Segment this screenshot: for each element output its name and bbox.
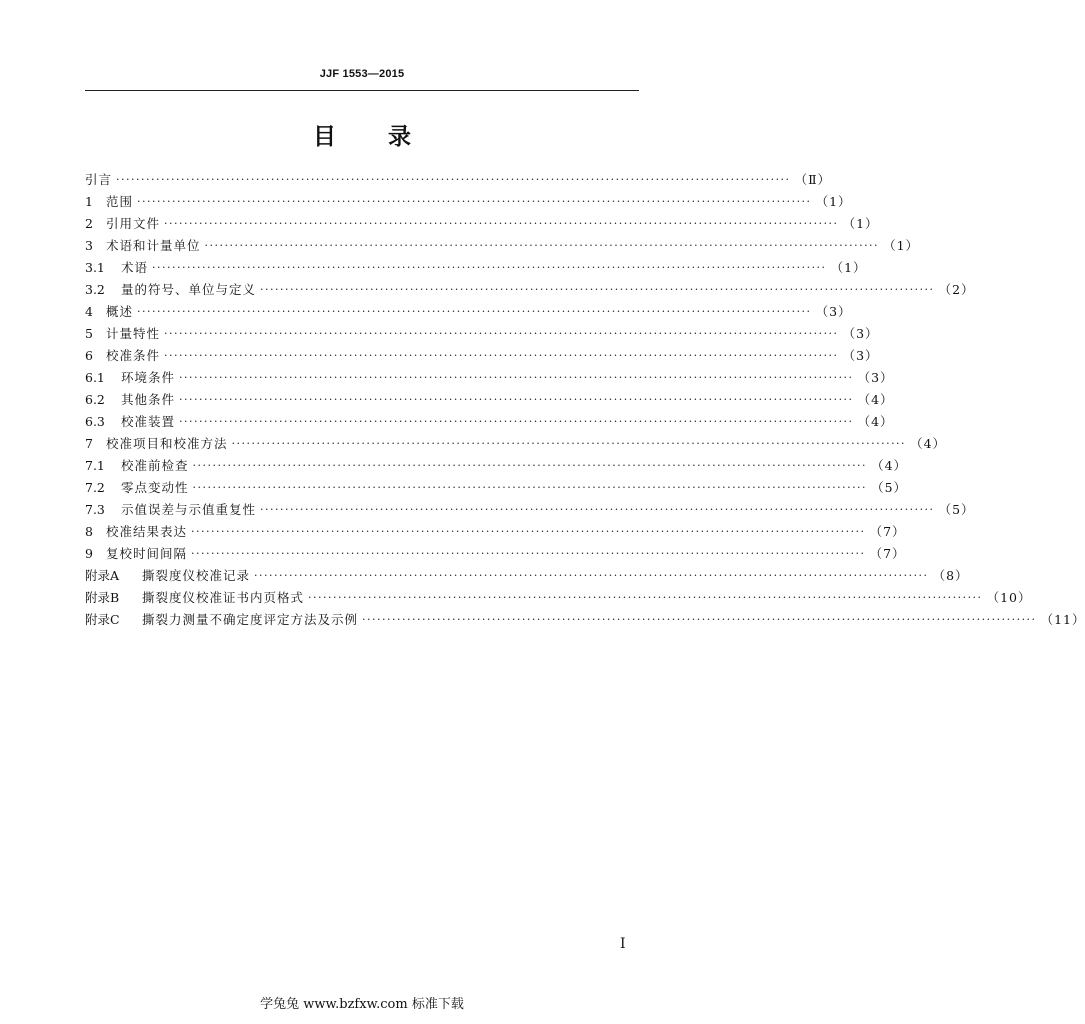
toc-leader-dots: ······································································································································· <box>191 525 866 538</box>
toc-leader-dots: ······································································································································· <box>260 283 935 296</box>
toc-leader-dots: ······································································································································· <box>116 173 791 186</box>
toc-page-number: （7） <box>869 524 906 539</box>
toc-leader-dots: ······································································································································· <box>254 569 929 582</box>
toc-section-number: 6.1 <box>85 370 105 385</box>
toc-leader-dots: ······································································································································· <box>192 481 868 494</box>
toc-entry-title: 术语和计量单位 <box>106 238 201 253</box>
title-right-char: 录 <box>388 123 411 150</box>
toc-page-number: （3） <box>815 304 852 319</box>
toc-leader-dots: ······································································································································· <box>362 613 1037 626</box>
toc-leader-dots: ······································································································································· <box>191 547 866 560</box>
toc-entry-title: 概述 <box>106 304 134 319</box>
toc-page-number: （1） <box>842 216 879 231</box>
toc-row-appendix-a[interactable] <box>85 565 969 587</box>
toc-entry-title: 撕裂度仪校准证书内页格式 <box>142 590 305 605</box>
toc-leader-dots: ······································································································································· <box>260 503 935 516</box>
toc-section-number: 7.2 <box>85 480 105 495</box>
toc-section-number: 6 <box>85 348 93 363</box>
toc-entry-title: 校准结果表达 <box>106 524 188 539</box>
toc-section-number: 4 <box>85 304 93 319</box>
toc-row-7-2[interactable] <box>85 477 908 499</box>
toc-section-number: 3.1 <box>85 260 105 275</box>
page-number: I <box>620 936 626 952</box>
toc-entry-title: 校准条件 <box>106 348 161 363</box>
toc-row-intro[interactable] <box>85 169 832 191</box>
toc-row-3-1[interactable] <box>85 257 867 279</box>
toc-row-2[interactable] <box>85 213 879 235</box>
toc-entry-title: 术语 <box>121 260 149 275</box>
toc-page-number: （1） <box>830 260 867 275</box>
toc-leader-dots: ······································································································································· <box>192 459 868 472</box>
page-title <box>85 118 639 151</box>
toc-page-number: （2） <box>938 282 975 297</box>
toc-leader-dots: ······································································································································· <box>204 239 880 252</box>
toc-row-3[interactable] <box>85 235 920 257</box>
toc-section-number: 3.2 <box>85 282 105 297</box>
toc-section-number: 6.2 <box>85 392 105 407</box>
table-of-contents <box>85 169 1085 631</box>
toc-entry-title: 量的符号、单位与定义 <box>121 282 257 297</box>
toc-page-number: （11） <box>1040 612 1085 627</box>
toc-row-3-2[interactable] <box>85 279 975 301</box>
toc-row-7[interactable] <box>85 433 947 455</box>
toc-entry-title: 计量特性 <box>106 326 161 341</box>
toc-row-6[interactable] <box>85 345 879 367</box>
toc-page-number: （3） <box>842 326 879 341</box>
toc-section-number: 附录B <box>85 590 120 605</box>
toc-page-number: （4） <box>871 458 908 473</box>
toc-section-number: 5 <box>85 326 93 341</box>
toc-page-number: （3） <box>842 348 879 363</box>
toc-page-number: （4） <box>910 436 947 451</box>
toc-row-6-2[interactable] <box>85 389 894 411</box>
toc-leader-dots: ······································································································································· <box>137 195 812 208</box>
toc-row-7-1[interactable] <box>85 455 908 477</box>
toc-section-number: 附录C <box>85 612 120 627</box>
toc-page-number: （Ⅱ） <box>794 172 832 187</box>
toc-row-appendix-b[interactable] <box>85 587 1032 609</box>
toc-row-6-1[interactable] <box>85 367 894 389</box>
toc-page-number: （4） <box>857 414 894 429</box>
toc-leader-dots: ······································································································································· <box>308 591 983 604</box>
toc-leader-dots: ······································································································································· <box>164 327 839 340</box>
toc-page-number: （8） <box>932 568 969 583</box>
toc-page-number: （7） <box>869 546 906 561</box>
toc-row-7-3[interactable] <box>85 499 975 521</box>
toc-page-number: （1） <box>883 238 920 253</box>
toc-section-number: 2 <box>85 216 93 231</box>
toc-row-8[interactable] <box>85 521 906 543</box>
toc-entry-title: 环境条件 <box>121 370 176 385</box>
toc-section-number: 9 <box>85 546 93 561</box>
toc-entry-title: 其他条件 <box>121 392 176 407</box>
header-rule <box>85 90 639 91</box>
title-left-char: 目 <box>313 123 336 150</box>
toc-section-number: 3 <box>85 238 93 253</box>
toc-row-5[interactable] <box>85 323 879 345</box>
toc-leader-dots: ······································································································································· <box>137 305 812 318</box>
toc-row-9[interactable] <box>85 543 906 565</box>
toc-entry-title: 校准项目和校准方法 <box>106 436 228 451</box>
toc-page-number: （1） <box>815 194 852 209</box>
toc-entry-title: 撕裂力测量不确定度评定方法及示例 <box>142 612 359 627</box>
toc-leader-dots: ······································································································································· <box>231 437 907 450</box>
toc-section-number: 附录A <box>85 568 120 583</box>
toc-entry-title: 引用文件 <box>106 216 161 231</box>
toc-leader-dots: ······································································································································· <box>164 217 839 230</box>
toc-entry-title: 校准装置 <box>121 414 176 429</box>
toc-entry-title: 范围 <box>106 194 134 209</box>
toc-leader-dots: ······································································································································· <box>179 393 854 406</box>
document-header: JJF 1553—2015 <box>319 68 405 80</box>
toc-entry-title: 零点变动性 <box>121 480 189 495</box>
toc-page-number: （10） <box>986 590 1032 605</box>
toc-leader-dots: ······································································································································· <box>164 349 839 362</box>
toc-row-6-3[interactable] <box>85 411 894 433</box>
footer-watermark-text: 学兔兔 www.bzfxw.com 标准下载 <box>260 997 464 1012</box>
toc-page-number: （3） <box>857 370 894 385</box>
toc-page-number: （5） <box>938 502 975 517</box>
toc-section-number: 7.1 <box>85 458 105 473</box>
toc-leader-dots: ······································································································································· <box>179 371 854 384</box>
toc-entry-title: 撕裂度仪校准记录 <box>142 568 251 583</box>
toc-section-number: 6.3 <box>85 414 105 429</box>
toc-section-number: 7 <box>85 436 93 451</box>
toc-entry-title: 复校时间间隔 <box>106 546 188 561</box>
toc-row-1[interactable] <box>85 191 852 213</box>
toc-entry-title: 校准前检查 <box>121 458 189 473</box>
toc-row-appendix-c[interactable] <box>85 609 1085 631</box>
toc-leader-dots: ······································································································································· <box>179 415 854 428</box>
toc-page-number: （5） <box>871 480 908 495</box>
toc-entry-title: 引言 <box>85 172 113 187</box>
toc-section-number: 7.3 <box>85 502 105 517</box>
toc-section-number: 8 <box>85 524 93 539</box>
toc-section-number: 1 <box>85 194 93 209</box>
toc-entry-title: 示值误差与示值重复性 <box>121 502 257 517</box>
toc-row-4[interactable] <box>85 301 852 323</box>
toc-page-number: （4） <box>857 392 894 407</box>
toc-leader-dots: ······································································································································· <box>152 261 827 274</box>
